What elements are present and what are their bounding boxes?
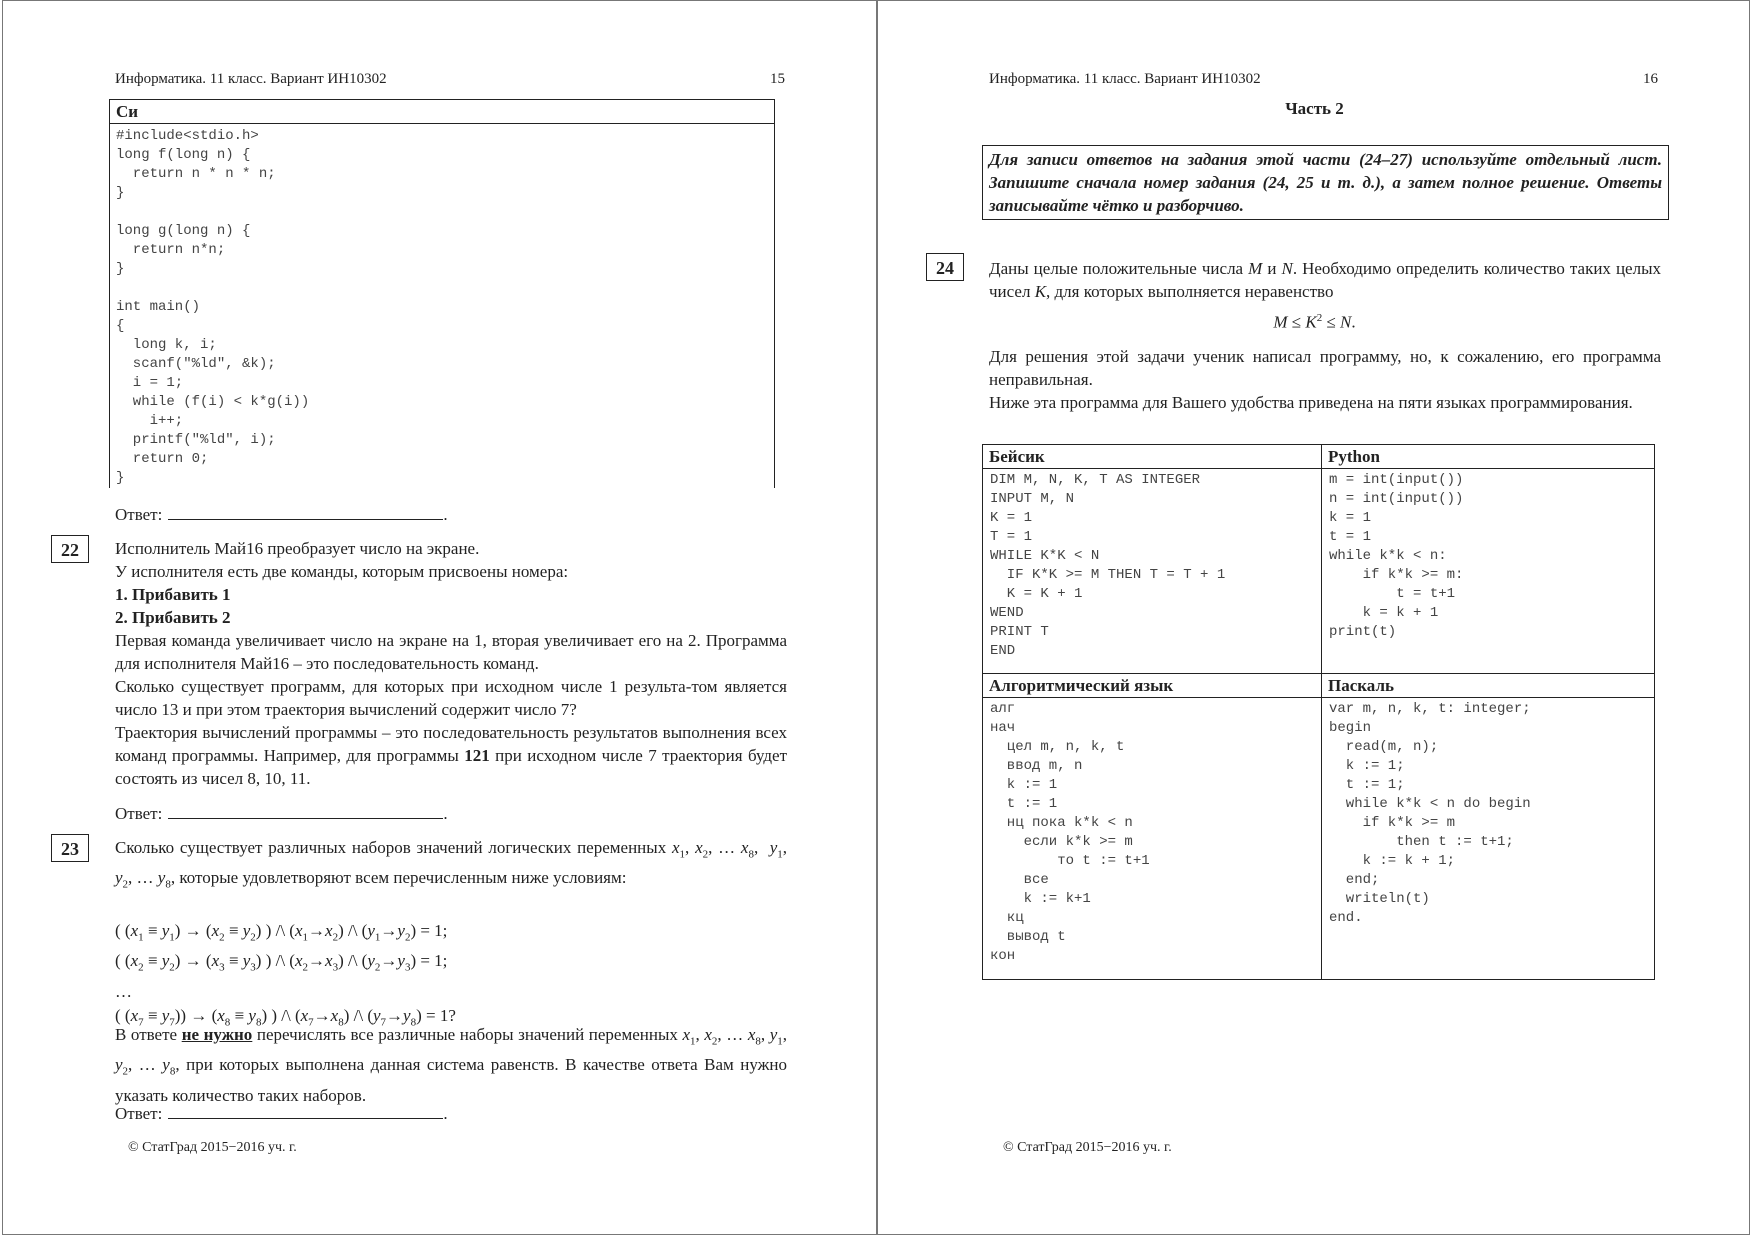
program-code: m = int(input()) n = int(input()) k = 1 t = 1 while k*k < n: if k*k >= m: t = t+1 k = k + 1 print(t) — [1329, 472, 1464, 640]
program-lang-label: Бейсик — [983, 445, 1321, 469]
answer-label: Ответ: — [115, 1104, 163, 1123]
command-1: 1. Прибавить 1 — [115, 585, 231, 604]
command-2: 2. Прибавить 2 — [115, 608, 231, 627]
program-python — [1322, 445, 1654, 644]
equation-system — [115, 919, 787, 1034]
task-23-text: Сколько существует различных наборов значений логических переменных $x_1$, $x_2$, … $x_8$, $y_1$, $y_2$, … $y_8$, которые удовлетворяют всем перечисленным ниже условиям: — [115, 838, 788, 891]
inequality: $M \le K^2 \le N$. — [1273, 312, 1356, 332]
program-basic — [983, 445, 1321, 663]
page-number: 16 — [1643, 71, 1658, 87]
copyright-footer: © СтатГрад 2015−2016 уч. г. — [1003, 1140, 1172, 1155]
page-header: Информатика. 11 класс. Вариант ИН10302 — [989, 71, 1261, 87]
answer-line-23: Ответ: . — [115, 1104, 448, 1123]
program-code: var m, n, k, t: integer; begin read(m, n); k := 1; t := 1; while k*k < n do begin if k*k >= m then t := t+1; k := k + 1; end; writeln(t) end. — [1329, 701, 1531, 926]
equation-1: ( $(x_1 \equiv y_1) \to (x_2 \equiv y_2)$ ) /\ $(x_1\to x_2)$ /\ $(y_1\to y_2) = 1$; — [115, 921, 448, 944]
part-title: Часть 2 — [1285, 99, 1344, 118]
equation-ellipsis: … — [115, 981, 132, 1001]
programs-table — [982, 444, 1655, 980]
right-page — [877, 0, 1750, 1235]
answer-blank[interactable] — [168, 1102, 443, 1119]
answer-label: Ответ: — [115, 804, 163, 823]
program-pascal — [1322, 674, 1654, 930]
answer-line-21: Ответ: . — [115, 505, 448, 524]
program-algorithmic — [983, 674, 1321, 968]
equation-2: ( $(x_2 \equiv y_2) \to (x_3 \equiv y_3)$ ) /\ $(x_2\to x_3)$ /\ $(y_2\to y_3) = 1$; — [115, 951, 448, 974]
task-22-p1: Первая команда увеличивает число на экране на 1, вторая увеличивает его на 2. Программа для исполнителя Май16 – это последовательность команд. — [115, 631, 787, 673]
equation-7: ( $(x_7 \equiv y_7)) \to (x_8 \equiv y_8)$ ) /\ $(x_7\to x_8)$ /\ $(y_7\to y_8) = 1$? — [115, 1005, 456, 1029]
task-22-line2: У исполнителя есть две команды, которым присвоены номера: — [115, 562, 569, 581]
answer-blank[interactable] — [168, 802, 443, 819]
task-number-22: 22 — [51, 535, 89, 563]
task-number-24: 24 — [926, 253, 964, 281]
program-lang-label: Алгоритмический язык — [983, 674, 1321, 698]
task-24-intro: Даны целые положительные числа M и N. Необходимо определить количество таких целых чисел K, для которых выполняется неравенство — [989, 259, 1662, 301]
task-22-p2: Сколько существует программ, для которых при исходном числе 1 результа-том является число 13 и при этом траектория вычислений содержит число 7? — [115, 677, 787, 719]
instruction-box: Для записи ответов на задания этой части (24–27) используйте отдельный лист. Запишите сначала номер задания (24, 25 и т. д.), а затем полное решение. Ответы записывайте чётко и разборчиво. — [982, 145, 1669, 220]
answer-label: Ответ: — [115, 505, 163, 524]
program-code: алг нач цел m, n, k, t ввод m, n k := 1 t := 1 нц пока k*k < n если k*k >= m то t := t+1 все k := k+1 кц вывод t кон — [990, 701, 1150, 964]
left-page — [2, 0, 877, 1235]
program-code: DIM M, N, K, T AS INTEGER INPUT M, N K = 1 T = 1 WHILE K*K < N IF K*K >= M THEN T = T + 1 K = K + 1 WEND PRINT T END — [990, 472, 1226, 659]
task-23-note: В ответе не нужно перечислять все различные наборы значений переменных $x_1$, $x_2$, … $x_8$, $y_1$, $y_2$, … $y_8$, при которых выполнена данная система равенств. В качестве ответа Вам нужно указать количество таких наборов. — [115, 1025, 788, 1105]
answer-blank[interactable] — [168, 503, 443, 520]
program-lang-label: Python — [1322, 445, 1654, 469]
program-lang-label: Паскаль — [1322, 674, 1654, 698]
page-header: Информатика. 11 класс. Вариант ИН10302 — [115, 71, 387, 87]
copyright-footer: © СтатГрад 2015−2016 уч. г. — [128, 1140, 297, 1155]
task-number-23: 23 — [51, 834, 89, 862]
code-language-label: Си — [110, 100, 774, 124]
page-number: 15 — [770, 71, 785, 87]
c-code-table — [109, 99, 775, 488]
task-22-p3: Траектория вычислений программы – это последовательность результатов выполнения всех команд программы. Например, для программы 121 при исходном числе 7 траектория будет состоять из чисел 8, 10, 11. — [115, 723, 788, 788]
task-22-text — [115, 537, 787, 790]
task-22-line1: Исполнитель Май16 преобразует число на экране. — [115, 539, 480, 558]
answer-line-22: Ответ: . — [115, 804, 448, 823]
task-24-p3: Ниже эта программа для Вашего удобства приведена на пяти языках программирования. — [989, 393, 1633, 412]
c-code-block: #include<stdio.h> long f(long n) { return n * n * n; } long g(long n) { return n*n; } int main() { long k, i; scanf("%ld", &k); i = 1; while (f(i) < k*g(i)) i++; printf("%ld", i); return 0; } — [116, 128, 310, 486]
task-24-p2: Для решения этой задачи ученик написал программу, но, к сожалению, его программа неправильная. — [989, 347, 1661, 389]
